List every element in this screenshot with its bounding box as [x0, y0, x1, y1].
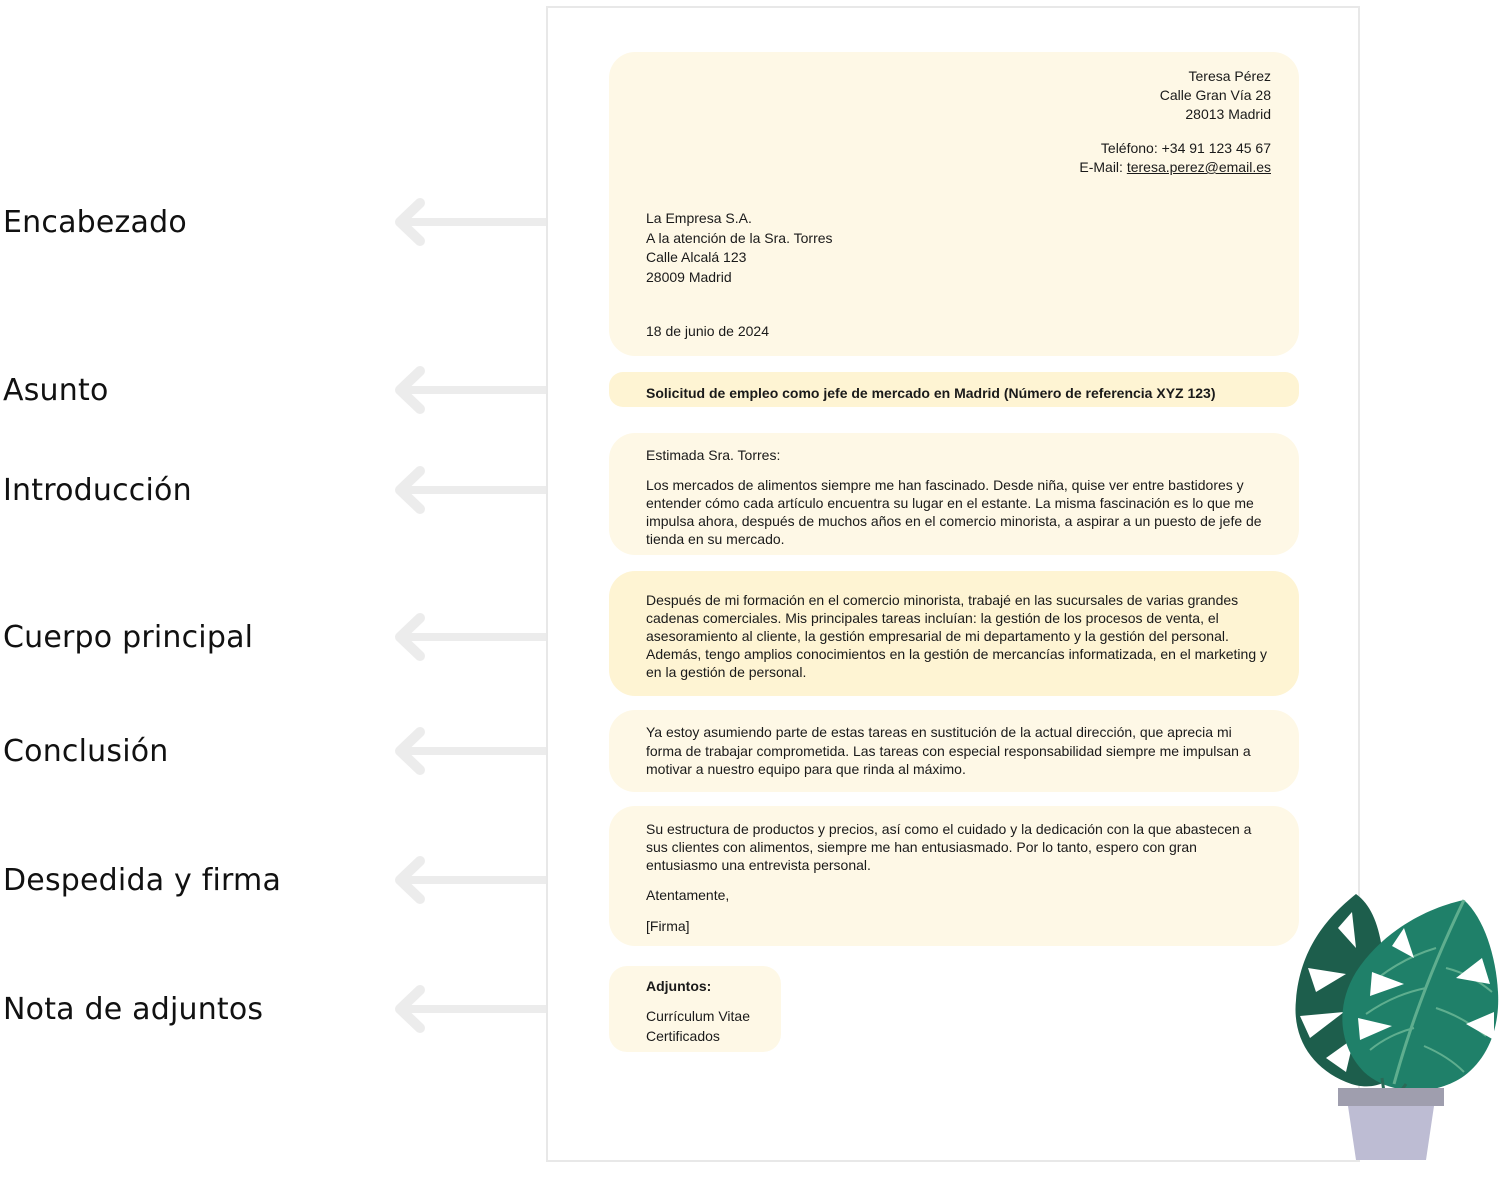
attachments-section — [609, 966, 781, 1052]
sender-phone: Teléfono: +34 91 123 45 67 — [1100, 140, 1271, 156]
recipient-city: 28009 Madrid — [646, 268, 732, 285]
label-despedida-firma: Despedida y firma — [3, 863, 282, 898]
signature-placeholder: [Firma] — [646, 918, 690, 934]
header-section — [609, 52, 1299, 356]
label-cuerpo-principal: Cuerpo principal — [3, 620, 254, 655]
conclusion-text: Ya estoy asumiendo parte de estas tareas en sustitución de la actual dirección, que aprecia mi forma de trabajar comprometida. Las tareas con especial responsabilidad siempre me impulsan a motivar a nuestro equipo para que rinda al máximo. — [646, 724, 1251, 777]
label-conclusion: Conclusión — [3, 734, 169, 769]
recipient-street: Calle Alcalá 123 — [646, 249, 747, 265]
monstera-plant-icon — [1286, 888, 1500, 1164]
letter-date: 18 de junio de 2024 — [646, 323, 769, 339]
greeting: Estimada Sra. Torres: — [646, 447, 781, 463]
main-body-text: Después de mi formación en el comercio minorista, trabajé en las sucursales de varias grandes cadenas comerciales. Mis principales tareas incluían: la gestión de los procesos de venta, el asesoramiento al cliente, la gestión empresarial de mi departamento y la gestión del personal. Además, tengo amplios conocimientos en la gestión de mercancías informatizada, en el marketing y en la gestión de personal. — [646, 592, 1267, 680]
conclusion-section — [609, 710, 1299, 792]
introduction-text: Los mercados de alimentos siempre me han fascinado. Desde niña, quise ver entre bastidores y entender cómo cada artículo encuentra su lugar en el estante. La misma fascinación es lo que me impulsa ahora, después de muchos años en el comercio minorista, a aspirar a un puesto de jefe de tienda en su mercado. — [646, 477, 1262, 547]
recipient-attention: A la atención de la Sra. Torres — [646, 229, 833, 246]
closing-section — [609, 806, 1299, 946]
sender-email-label: E-Mail: — [1079, 159, 1127, 175]
closing-text: Su estructura de productos y precios, así como el cuidado y la dedicación con la que abastecen a sus clientes con alimentos, siempre me han entusiasmado. Por lo tanto, espero con gran entusiasmo una entrevista personal. — [646, 821, 1252, 873]
attachments-title: Adjuntos: — [646, 978, 712, 994]
introduction-section — [609, 433, 1299, 555]
sender-city: 28013 Madrid — [1185, 106, 1271, 122]
attachment-item: Currículum Vitae — [646, 1008, 751, 1024]
label-encabezado: Encabezado — [3, 205, 187, 240]
subject-section — [609, 372, 1299, 407]
label-introduccion: Introducción — [3, 473, 192, 508]
sender-block — [646, 67, 1271, 177]
main-body-section — [609, 571, 1299, 696]
label-nota-adjuntos: Nota de adjuntos — [3, 992, 264, 1027]
label-asunto: Asunto — [3, 373, 109, 408]
subject-line: Solicitud de empleo como jefe de mercado en Madrid (Número de referencia XYZ 123) — [646, 385, 1216, 401]
sign-off: Atentamente, — [646, 887, 730, 903]
sender-street: Calle Gran Vía 28 — [1159, 87, 1271, 103]
recipient-company: La Empresa S.A. — [646, 210, 752, 226]
sender-name: Teresa Pérez — [1188, 68, 1271, 84]
sender-email-link[interactable]: teresa.perez@email.es — [1126, 159, 1271, 175]
sender-email-line — [646, 158, 1271, 177]
attachment-item: Certificados — [646, 1027, 720, 1044]
recipient-block — [646, 209, 1271, 287]
